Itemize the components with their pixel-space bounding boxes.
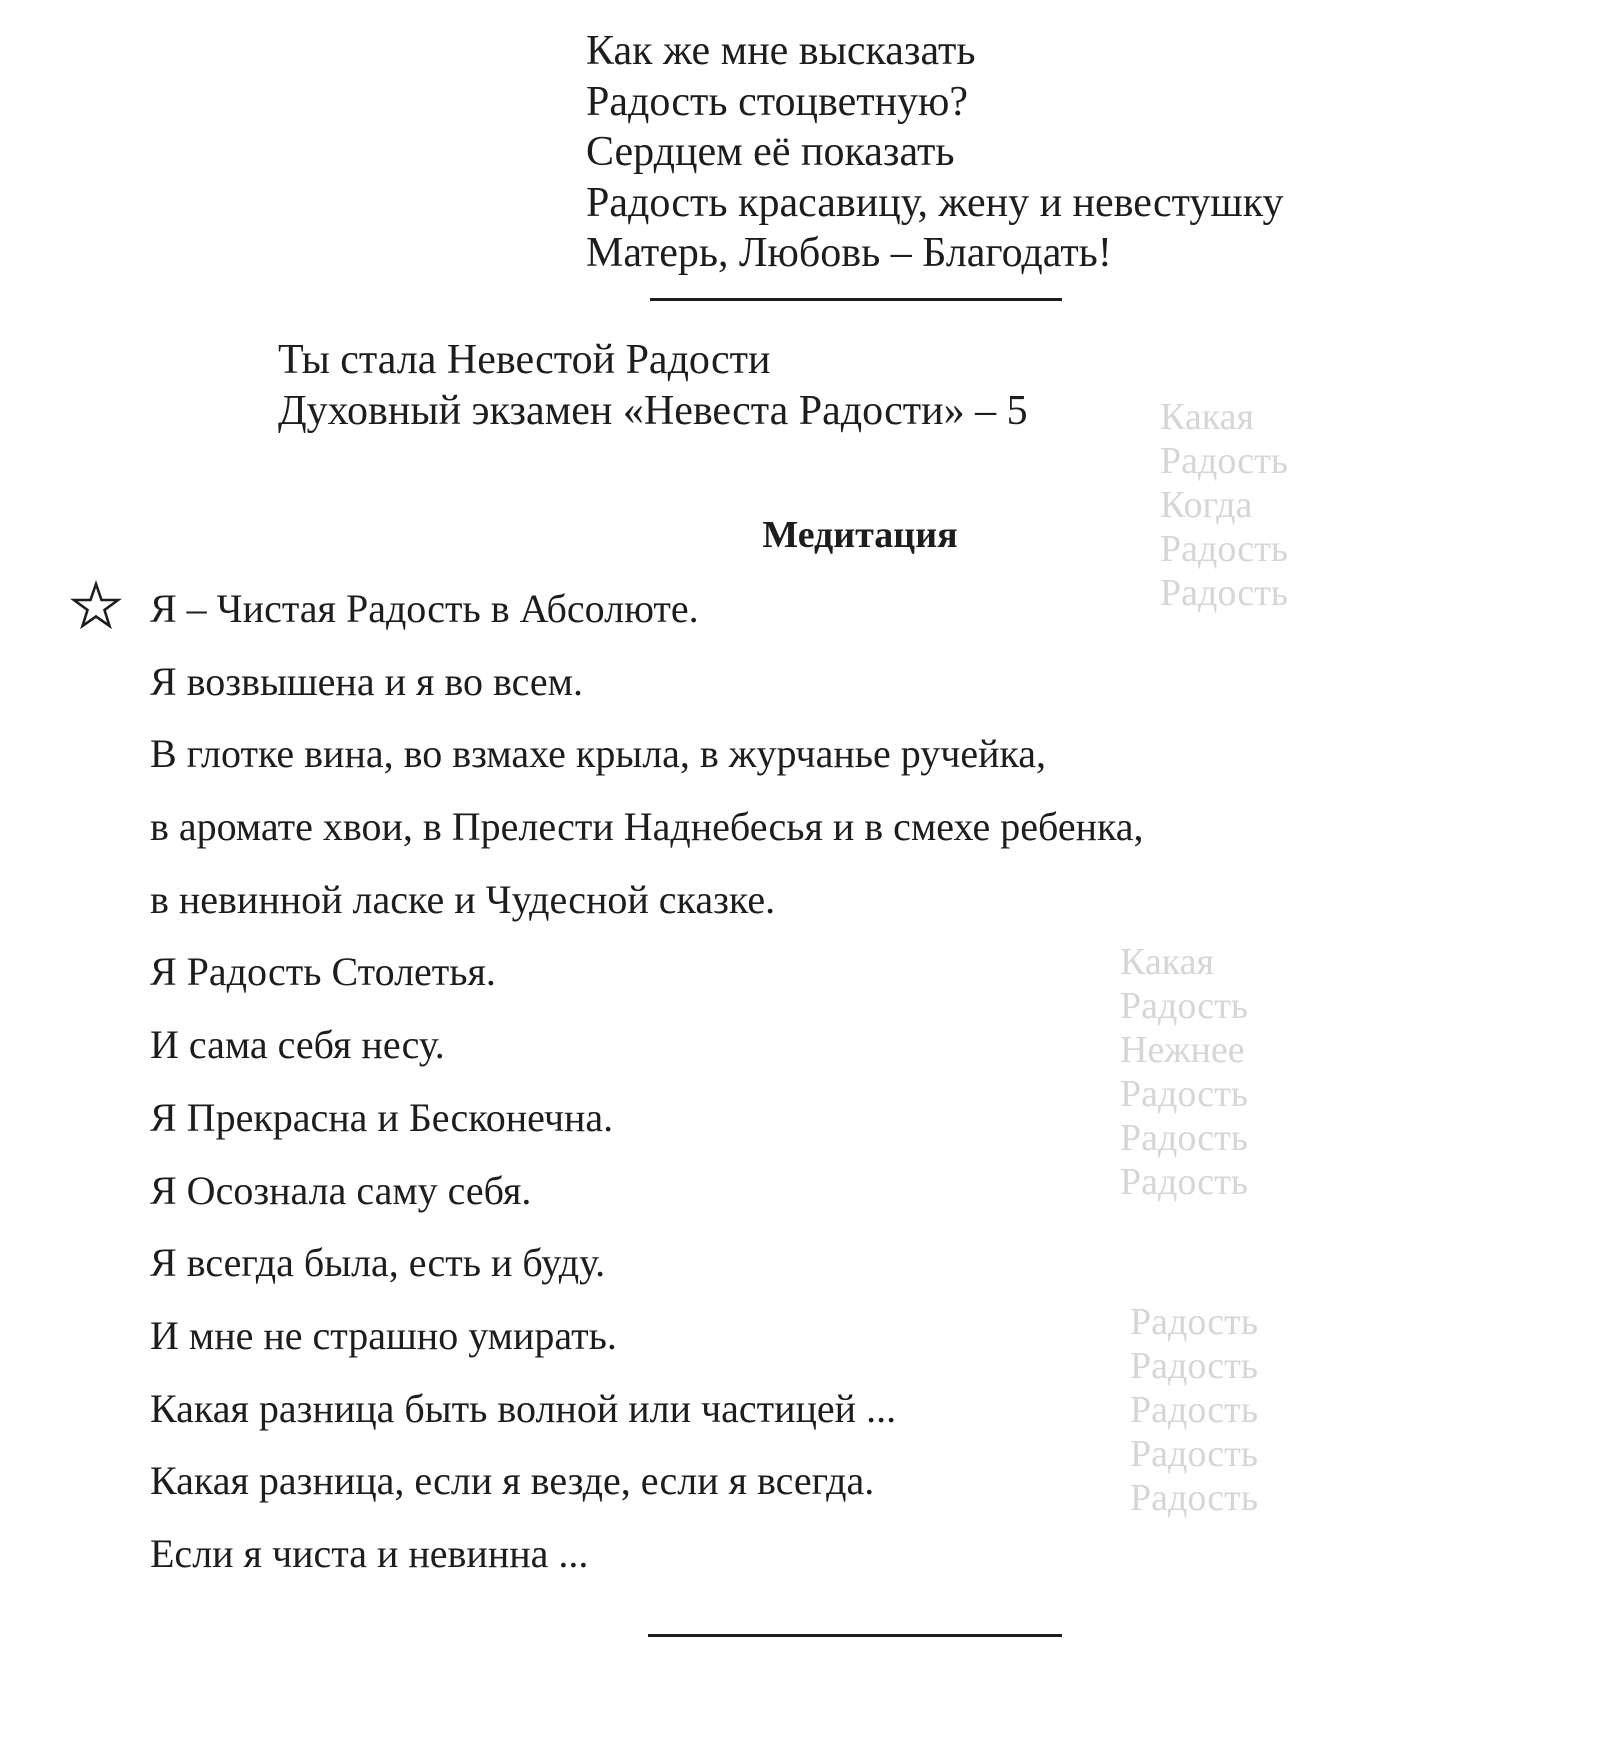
caption-line: Ты стала Невестой Радости <box>278 337 771 383</box>
poem-line: Радость красавицу, жену и невестушку <box>586 179 1284 226</box>
meditation-line: в аромате хвои, в Прелести Наднебесья и в смехе ребенка, <box>150 804 1144 850</box>
bleed-through-text: Какая Радость Когда Радость Радость <box>1160 396 1289 614</box>
meditation-line: Я всегда была, есть и буду. <box>150 1240 606 1286</box>
meditation-line: Я Осознала саму себя. <box>150 1167 532 1213</box>
meditation-line: И сама себя несу. <box>150 1022 445 1068</box>
meditation-line: Какая разница быть волной или частицей ... <box>150 1385 897 1431</box>
bleed-through-text: Какая Радость Нежнее Радость Радость Радость <box>1120 941 1249 1203</box>
meditation-line: Если я чиста и невинна ... <box>150 1530 589 1576</box>
meditation-text <box>150 585 1144 1603</box>
star-outline-icon <box>68 578 124 634</box>
meditation-line: Я Радость Столетья. <box>150 949 496 995</box>
caption-line: Духовный экзамен «Невеста Радости» – 5 <box>278 388 1028 434</box>
meditation-line: Какая разница, если я везде, если я всегда. <box>150 1458 875 1504</box>
section-heading: Медитация <box>762 514 958 556</box>
exam-caption <box>278 335 1028 437</box>
divider-line <box>650 298 1062 301</box>
meditation-line: И мне не страшно умирать. <box>150 1312 617 1358</box>
meditation-line: В глотке вина, во взмахе крыла, в журчанье ручейка, <box>150 731 1047 777</box>
meditation-line: Я – Чистая Радость в Абсолюте. <box>150 586 699 631</box>
poem-line: Сердцем её показать <box>586 129 955 175</box>
meditation-line: Я возвышена и я во всем. <box>150 658 583 704</box>
poem-line: Матерь, Любовь – Благодать! <box>586 230 1112 276</box>
meditation-line: Я Прекрасна и Бесконечна. <box>150 1094 614 1140</box>
divider-line <box>648 1634 1062 1637</box>
poem-line: Радость стоцветную? <box>586 78 969 125</box>
bleed-through-text: Радость Радость Радость Радость Радость <box>1130 1301 1259 1519</box>
meditation-line: в невинной ласке и Чудесной сказке. <box>150 876 776 922</box>
poem-line: Как же мне высказать <box>586 28 976 74</box>
poem-stanza <box>586 26 1284 279</box>
